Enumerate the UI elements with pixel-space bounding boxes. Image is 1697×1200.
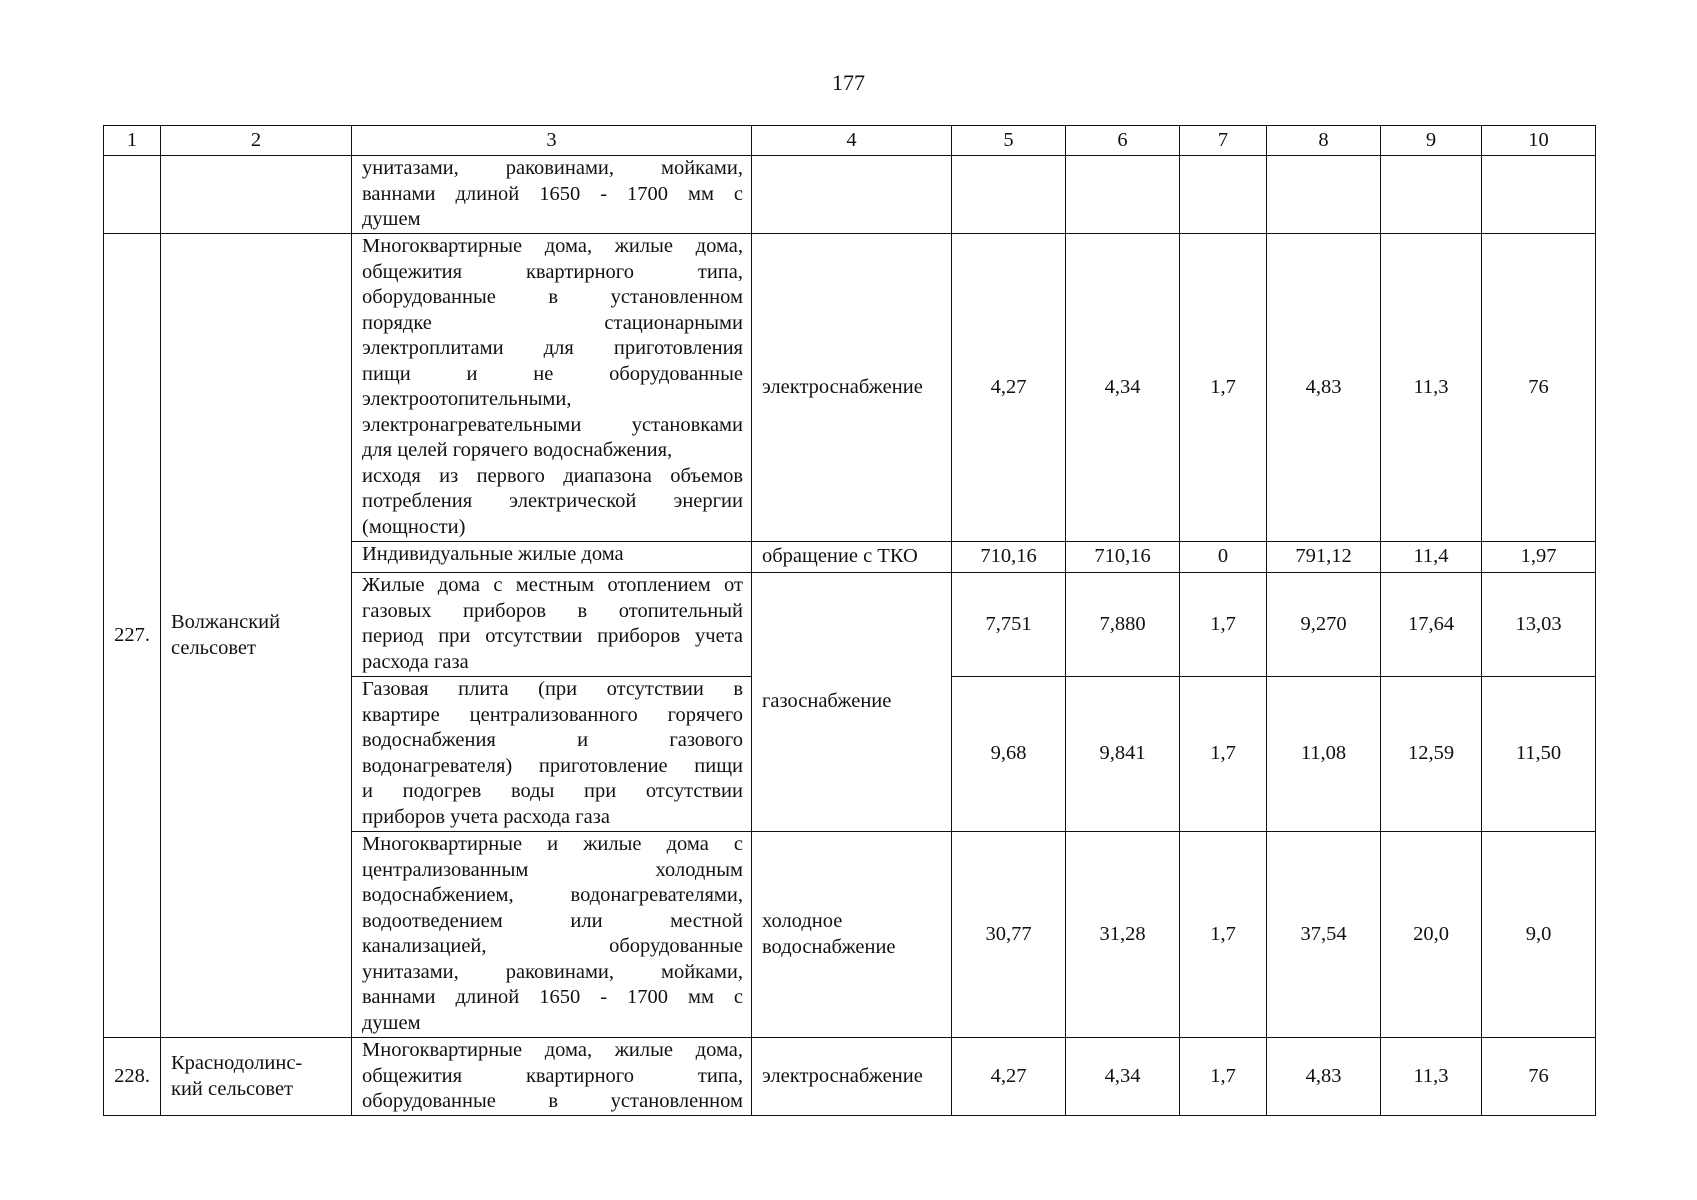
description-line: Газовая плита (при отсутствии в: [362, 678, 743, 700]
value-cell-9: 17,64: [1381, 573, 1482, 677]
value-cell-5: 30,77: [952, 832, 1066, 1038]
value-cell-7: 1,7: [1180, 234, 1267, 542]
description-line: унитазами, раковинами, мойками,: [362, 157, 743, 179]
table-row-227-electricity: [104, 234, 1596, 542]
value-cell-8: 4,83: [1267, 1038, 1381, 1116]
service-line: холодное: [762, 910, 843, 932]
value-cell-6: 710,16: [1066, 542, 1180, 573]
description-line: водоснабжения и газового: [362, 729, 743, 751]
settlement-name-line: Краснодолинс-: [171, 1052, 303, 1074]
description-line: водонагревателя) приготовление пищи: [362, 754, 743, 777]
value-cell-6: 9,841: [1066, 677, 1180, 832]
value-cell-10: 76: [1482, 1038, 1596, 1116]
value-cell: [1066, 156, 1180, 234]
description-line: газовых приборов в отопительный: [362, 599, 743, 622]
settlement-name-227: [161, 234, 352, 1038]
description-line: квартире централизованного горячего: [362, 703, 743, 726]
value-cell-10: 76: [1482, 234, 1596, 542]
description-line: оборудованные в установленном: [362, 1090, 743, 1112]
tariff-table: [103, 125, 1596, 1116]
value-cell-9: 11,3: [1381, 234, 1482, 542]
description-cell: [352, 234, 752, 542]
row-number-227: 227.: [104, 234, 161, 1038]
settlement-name-line: Волжанский: [171, 611, 281, 633]
description-line: электроотопительными,: [362, 388, 572, 410]
description-line: Многоквартирные дома, жилые дома,: [362, 235, 743, 257]
description-cell: [352, 832, 752, 1038]
value-cell-8: 37,54: [1267, 832, 1381, 1038]
header-cell: 8: [1267, 126, 1381, 156]
value-cell-10: 13,03: [1482, 573, 1596, 677]
description-cell: [352, 156, 752, 234]
header-cell: 2: [161, 126, 352, 156]
description-line: ваннами длиной 1650 - 1700 мм с: [362, 986, 743, 1008]
value-cell-8: 11,08: [1267, 677, 1381, 832]
description-line: Многоквартирные и жилые дома с: [362, 833, 743, 855]
description-cell: [352, 1038, 752, 1116]
description-cell: [352, 677, 752, 832]
value-cell: [1180, 156, 1267, 234]
settlement-name-line: сельсовет: [171, 636, 256, 659]
settlement-name-228: [161, 1038, 352, 1116]
header-cell: 9: [1381, 126, 1482, 156]
description-line: электроплитами для приготовления: [362, 337, 743, 359]
value-cell-5: 9,68: [952, 677, 1066, 832]
description-line: Многоквартирные дома, жилые дома,: [362, 1039, 743, 1061]
service-cell: электроснабжение: [752, 234, 952, 542]
value-cell-7: 0: [1180, 542, 1267, 573]
value-cell-5: 4,27: [952, 1038, 1066, 1116]
value-cell-8: 9,270: [1267, 573, 1381, 677]
description-line: приборов учета расхода газа: [362, 805, 610, 828]
value-cell-6: 4,34: [1066, 1038, 1180, 1116]
row-number-cell: [104, 156, 161, 234]
description-line: Жилые дома с местным отоплением от: [362, 574, 743, 596]
value-cell-5: 710,16: [952, 542, 1066, 573]
service-cell: электроснабжение: [752, 1038, 952, 1116]
service-cell: обращение с ТКО: [752, 542, 952, 573]
header-cell: 5: [952, 126, 1066, 156]
value-cell-5: 7,751: [952, 573, 1066, 677]
value-cell-6: 4,34: [1066, 234, 1180, 542]
description-line: душем: [362, 208, 421, 230]
header-cell: 10: [1482, 126, 1596, 156]
service-cell: [752, 156, 952, 234]
value-cell-10: 11,50: [1482, 677, 1596, 832]
header-cell: 6: [1066, 126, 1180, 156]
value-cell-9: 20,0: [1381, 832, 1482, 1038]
table-row-228-electricity: [104, 1038, 1596, 1116]
value-cell-7: 1,7: [1180, 1038, 1267, 1116]
value-cell-9: 11,4: [1381, 542, 1482, 573]
description-cell: [352, 542, 752, 573]
description-line: и подогрев воды при отсутствии: [362, 780, 743, 802]
row-number-228: 228.: [104, 1038, 161, 1116]
header-row: [104, 126, 1596, 156]
value-cell: [952, 156, 1066, 234]
description-line: для целей горячего водоснабжения,: [362, 439, 673, 461]
description-line: оборудованные в установленном: [362, 286, 743, 308]
header-cell: 1: [104, 126, 161, 156]
value-cell-7: 1,7: [1180, 573, 1267, 677]
description-line: душем: [362, 1011, 421, 1034]
description-line: канализацией, оборудованные: [362, 935, 743, 957]
description-line: водоснабжением, водонагревателями,: [362, 884, 743, 906]
value-cell: [1482, 156, 1596, 234]
description-line: ваннами длиной 1650 - 1700 мм с: [362, 182, 743, 205]
value-cell-6: 7,880: [1066, 573, 1180, 677]
description-line: порядке стационарными: [362, 311, 743, 334]
description-line: общежития квартирного типа,: [362, 260, 743, 283]
value-cell-9: 11,3: [1381, 1038, 1482, 1116]
service-cell: [752, 832, 952, 1038]
value-cell-8: 4,83: [1267, 234, 1381, 542]
service-cell: газоснабжение: [752, 573, 952, 832]
page-number: 177: [832, 70, 865, 95]
description-line: водоотведением или местной: [362, 909, 743, 932]
description-line: электронагревательными установками: [362, 413, 743, 436]
description-line: централизованным холодным: [362, 858, 743, 881]
service-line: водоснабжение: [762, 935, 896, 958]
description-line: Индивидуальные жилые дома: [362, 543, 624, 565]
value-cell-7: 1,7: [1180, 832, 1267, 1038]
value-cell-9: 12,59: [1381, 677, 1482, 832]
header-cell: 3: [352, 126, 752, 156]
settlement-name-line: кий сельсовет: [171, 1077, 294, 1100]
header-cell: 7: [1180, 126, 1267, 156]
description-line: расхода газа: [362, 650, 469, 673]
value-cell-10: 1,97: [1482, 542, 1596, 573]
description-cell: [352, 573, 752, 677]
value-cell-8: 791,12: [1267, 542, 1381, 573]
value-cell-7: 1,7: [1180, 677, 1267, 832]
value-cell: [1267, 156, 1381, 234]
value-cell-6: 31,28: [1066, 832, 1180, 1038]
description-line: (мощности): [362, 515, 466, 538]
header-cell: 4: [752, 126, 952, 156]
value-cell-5: 4,27: [952, 234, 1066, 542]
description-line: исходя из первого диапазона объемов: [362, 464, 743, 487]
value-cell-10: 9,0: [1482, 832, 1596, 1038]
description-line: пищи и не оборудованные: [362, 362, 743, 385]
value-cell: [1381, 156, 1482, 234]
description-line: период при отсутствии приборов учета: [362, 625, 743, 647]
description-line: унитазами, раковинами, мойками,: [362, 960, 743, 983]
table-row-continuation: [104, 156, 1596, 234]
description-line: потребления электрической энергии: [362, 490, 743, 512]
settlement-cell: [161, 156, 352, 234]
description-line: общежития квартирного типа,: [362, 1064, 743, 1087]
